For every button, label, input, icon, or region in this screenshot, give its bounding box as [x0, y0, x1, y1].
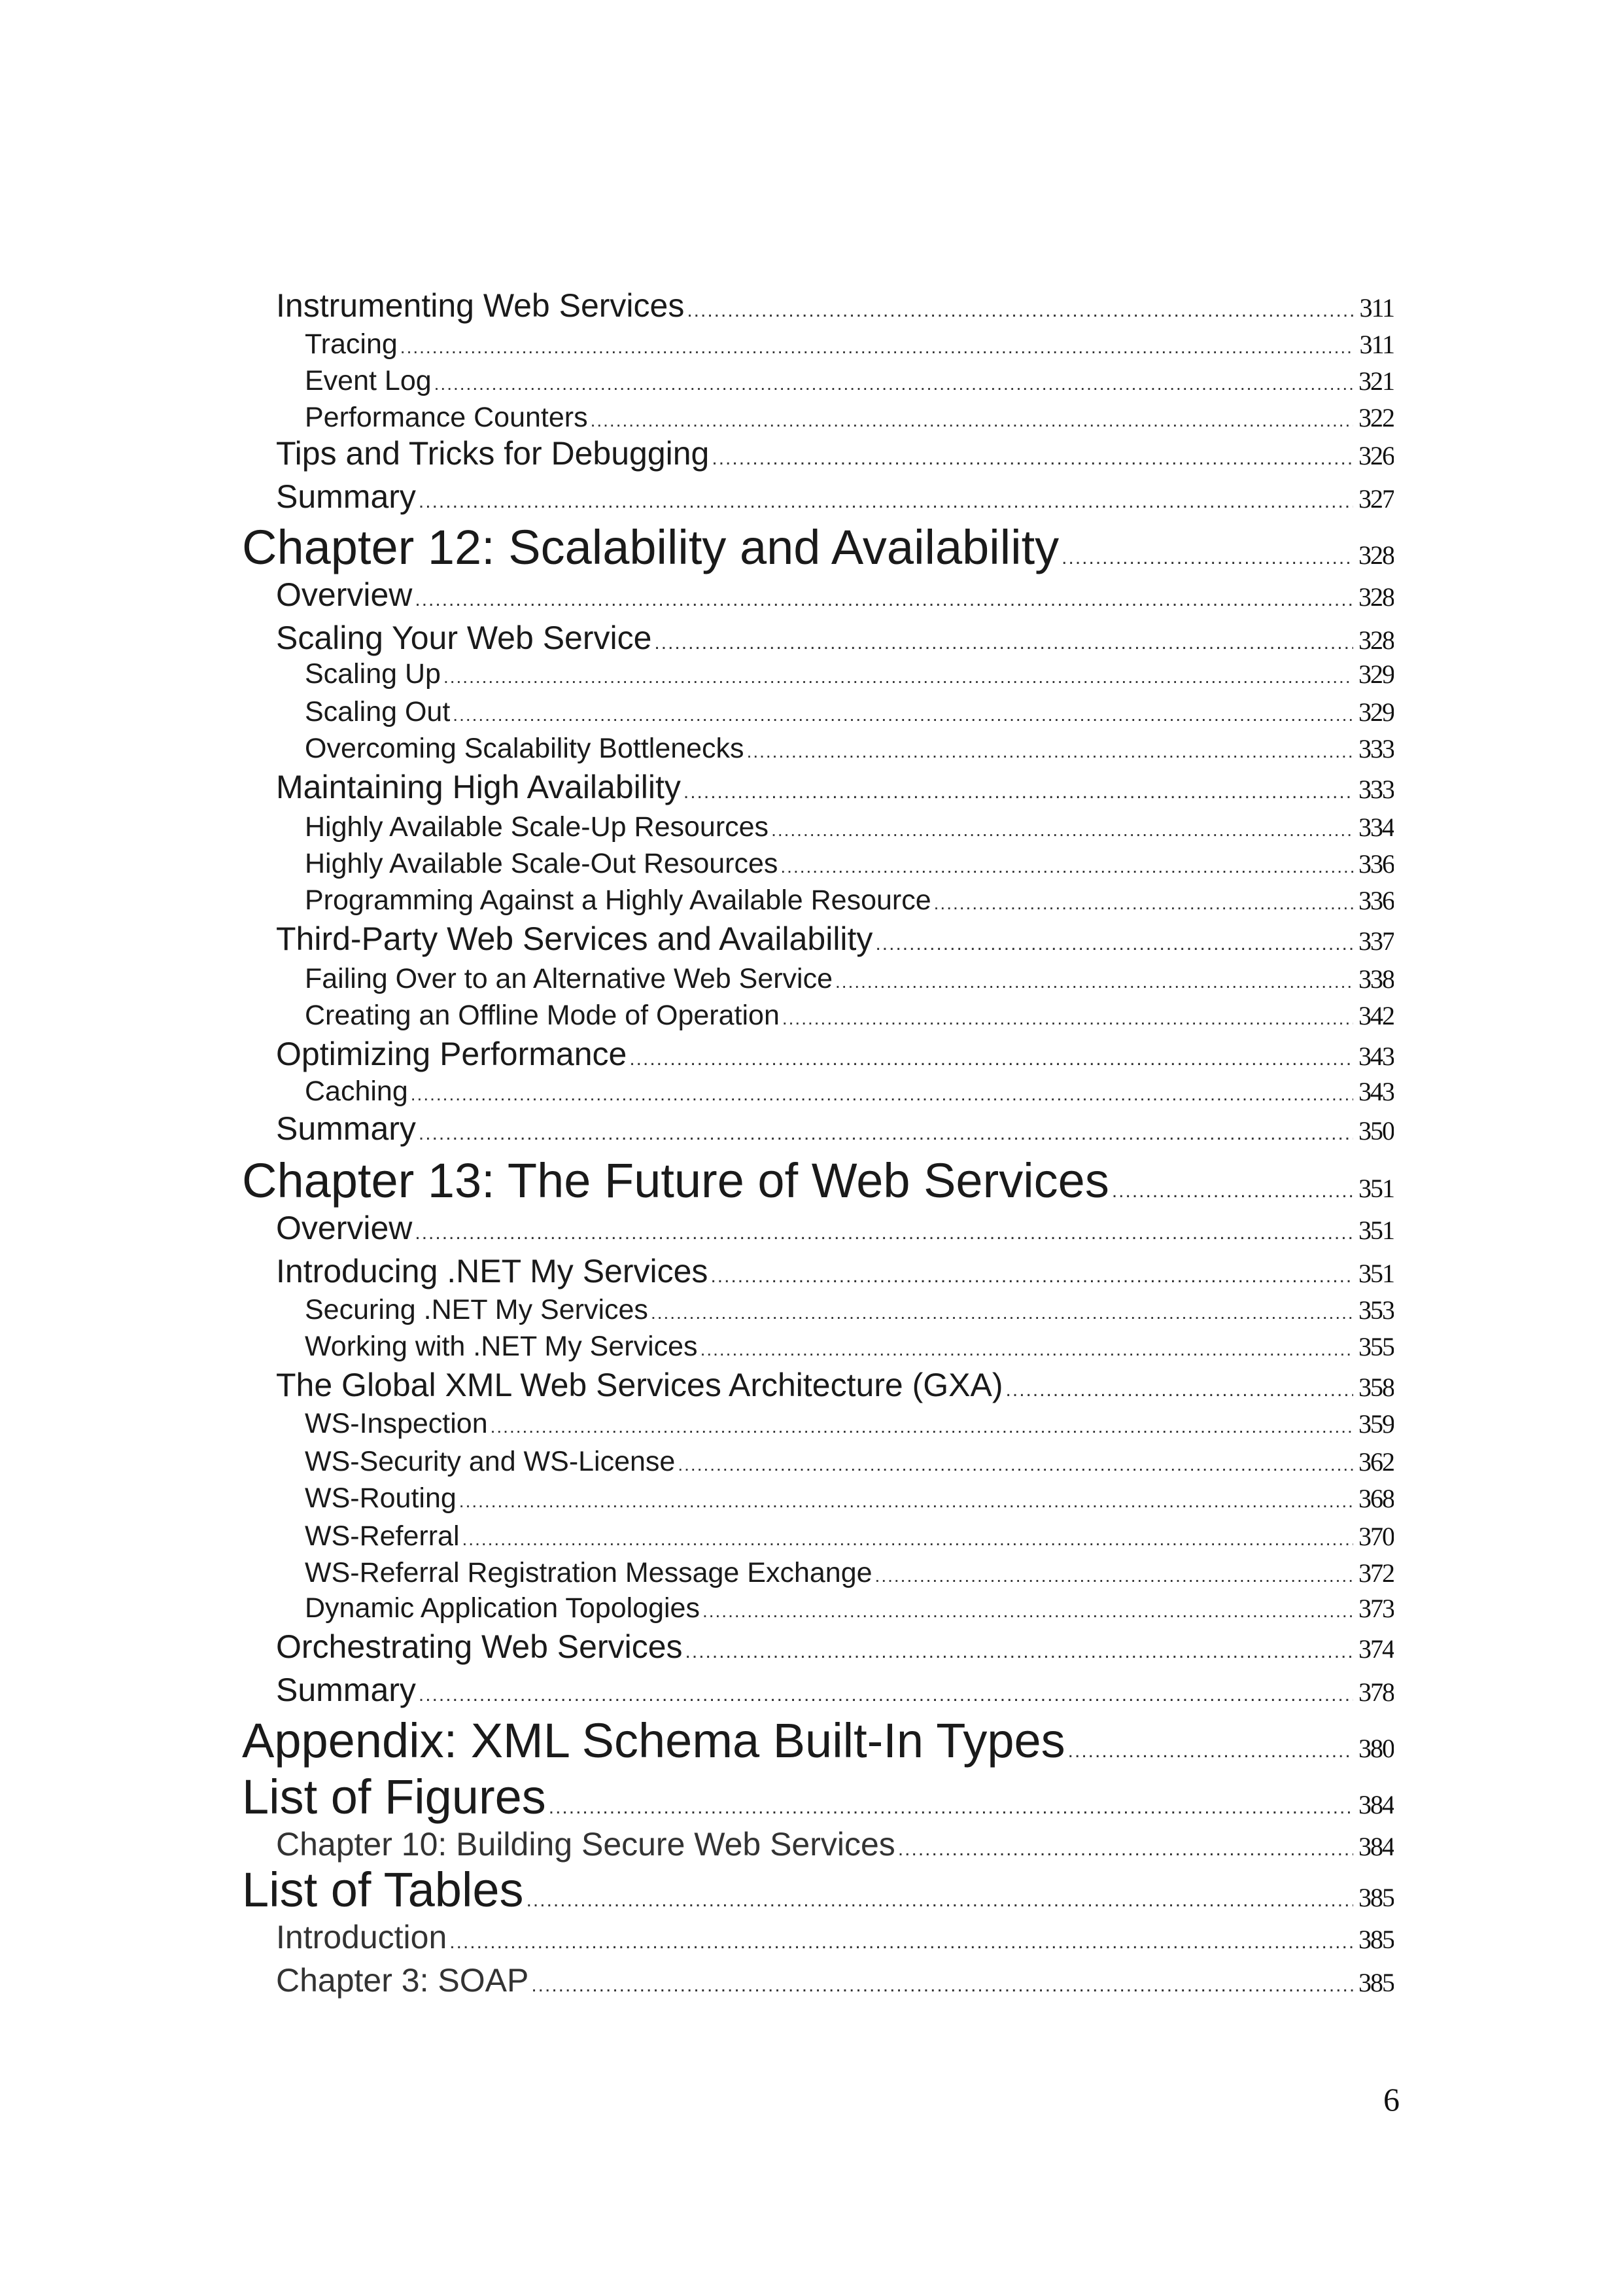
toc-entry-page: 380: [1358, 1734, 1394, 1763]
toc-entry-page: 362: [1358, 1447, 1394, 1477]
toc-entry-title: Dynamic Application Topologies: [305, 1592, 700, 1624]
toc-entry: [276, 1110, 1394, 1150]
toc-entry-page: 328: [1358, 625, 1394, 655]
toc-entry: [276, 1961, 1394, 2002]
toc-entry: [276, 1035, 1394, 1076]
leader-dots: [459, 1491, 1353, 1512]
toc-entry-page: 336: [1358, 886, 1394, 915]
toc-entry-page: 355: [1358, 1332, 1394, 1361]
toc-entry: [276, 478, 1394, 518]
toc-entry-title: Introducing .NET My Services: [276, 1253, 708, 1289]
toc-entry-title: Highly Available Scale-Up Resources: [305, 811, 769, 843]
toc-entry: [305, 885, 1394, 920]
toc-entry-page: 353: [1358, 1295, 1394, 1325]
toc-entry: [305, 963, 1394, 998]
leader-dots: [1062, 547, 1353, 569]
toc-entry-title: Caching: [305, 1076, 408, 1107]
toc-entry: [276, 1366, 1394, 1407]
toc-entry: [276, 1825, 1394, 1866]
toc-entry: [276, 619, 1394, 659]
toc-entry: [305, 1520, 1394, 1556]
toc-entry-title: Tracing: [305, 328, 398, 360]
toc-entry-page: 327: [1358, 484, 1394, 514]
toc-entry: [276, 434, 1394, 475]
toc-entry-page: 343: [1358, 1042, 1394, 1071]
leader-dots: [453, 705, 1353, 726]
toc-entry: [276, 1628, 1394, 1668]
toc-entry: [276, 287, 1394, 327]
toc-entry-page: 368: [1358, 1484, 1394, 1513]
toc-chapter: [242, 1713, 1394, 1772]
toc-entry-page: 385: [1358, 1968, 1394, 1997]
toc-entry-page: 351: [1358, 1174, 1394, 1203]
leader-dots: [443, 667, 1353, 688]
toc-entry: [305, 848, 1394, 883]
toc-entry-title: Third-Party Web Services and Availability: [276, 920, 873, 957]
toc-entry-page: 342: [1358, 1001, 1394, 1030]
toc-entry-page: 350: [1358, 1116, 1394, 1146]
toc-entry: [305, 328, 1394, 364]
toc-entry-title: Performance Counters: [305, 402, 588, 433]
toc-entry: [305, 1557, 1394, 1592]
toc-entry-title: Programming Against a Highly Available Resource: [305, 885, 931, 916]
leader-dots: [419, 1123, 1353, 1145]
toc-entry: [276, 1209, 1394, 1250]
leader-dots: [875, 933, 1353, 955]
leader-dots: [1112, 1180, 1353, 1202]
toc-entry-page: 384: [1358, 1790, 1394, 1819]
toc-entry-page: 358: [1358, 1373, 1394, 1402]
toc-entry: [276, 768, 1394, 809]
leader-dots: [835, 972, 1353, 992]
leader-dots: [527, 1889, 1353, 1912]
leader-dots: [712, 447, 1353, 470]
toc-entry-title: WS-Referral Registration Message Exchange: [305, 1557, 872, 1588]
toc-chapter-title: List of Figures: [242, 1770, 546, 1824]
toc-entry-page: 329: [1358, 659, 1394, 689]
toc-entry-page: 351: [1358, 1216, 1394, 1245]
leader-dots: [629, 1048, 1353, 1070]
toc-entry-page: 333: [1358, 734, 1394, 763]
leader-dots: [400, 337, 1355, 358]
toc-entry-title: Optimizing Performance: [276, 1036, 627, 1072]
toc-entry-title: WS-Referral: [305, 1520, 460, 1552]
leader-dots: [491, 1416, 1353, 1437]
leader-dots: [934, 893, 1353, 914]
toc-entry-page: 311: [1359, 330, 1394, 359]
leader-dots: [898, 1838, 1353, 1861]
toc-chapter-title: List of Tables: [242, 1863, 524, 1917]
leader-dots: [419, 1684, 1353, 1706]
toc-entry-page: 321: [1358, 366, 1394, 396]
toc-entry-page: 374: [1358, 1634, 1394, 1664]
toc-entry-title: Securing .NET My Services: [305, 1294, 648, 1325]
leader-dots: [411, 1084, 1353, 1105]
leader-dots: [685, 1641, 1353, 1663]
page-number: 6: [1383, 2081, 1400, 2118]
leader-dots: [747, 741, 1353, 762]
leader-dots: [710, 1265, 1353, 1288]
toc-entry: [276, 576, 1394, 616]
toc-entry-title: WS-Routing: [305, 1482, 457, 1514]
toc-entry: [305, 696, 1394, 731]
toc-entry-page: 329: [1358, 697, 1394, 727]
toc-entry-title: Scaling Up: [305, 658, 441, 690]
toc-entry-title: Working with .NET My Services: [305, 1331, 698, 1362]
toc-entry-page: 328: [1358, 540, 1394, 570]
toc-entry-page: 337: [1358, 926, 1394, 956]
toc-entry: [276, 1671, 1394, 1711]
toc-entry-title: Instrumenting Web Services: [276, 287, 685, 324]
leader-dots: [683, 781, 1353, 803]
toc-entry-page: 384: [1358, 1832, 1394, 1861]
toc-entry: [305, 1446, 1394, 1481]
leader-dots: [780, 856, 1353, 877]
toc-entry-page: 351: [1358, 1259, 1394, 1288]
toc-entry: [305, 658, 1394, 693]
toc-chapter: [242, 1862, 1394, 1921]
toc-entry: [305, 1000, 1394, 1035]
leader-dots: [702, 1601, 1353, 1622]
toc-entry-title: Overview: [276, 1210, 413, 1246]
toc-entry-title: Failing Over to an Alternative Web Service: [305, 963, 833, 994]
toc-entry-title: WS-Inspection: [305, 1408, 488, 1439]
toc-entry-page: 334: [1358, 813, 1394, 842]
leader-dots: [700, 1339, 1353, 1360]
toc-entry: [305, 402, 1394, 437]
toc-entry-title: Highly Available Scale-Out Resources: [305, 848, 778, 879]
toc-entry-page: 359: [1358, 1409, 1394, 1439]
toc-entry-title: Event Log: [305, 365, 432, 396]
leader-dots: [415, 589, 1353, 611]
toc-entry: [305, 733, 1394, 768]
toc-entry-title: Summary: [276, 1110, 416, 1147]
toc-entry-title: Maintaining High Availability: [276, 769, 681, 805]
toc-entry-page: 336: [1358, 849, 1394, 879]
toc-entry-page: 378: [1358, 1677, 1394, 1707]
leader-dots: [462, 1529, 1353, 1550]
toc-entry-title: Scaling Out: [305, 696, 451, 727]
toc-entry-page: 322: [1358, 403, 1394, 432]
leader-dots: [875, 1566, 1353, 1586]
leader-dots: [419, 491, 1353, 513]
toc-entry-page: 328: [1358, 582, 1394, 612]
leader-dots: [449, 1931, 1353, 1953]
toc-chapter-title: Appendix: XML Schema Built-In Types: [242, 1713, 1065, 1768]
toc-chapter-title: Chapter 12: Scalability and Availability: [242, 520, 1060, 574]
toc-entry: [305, 811, 1394, 847]
leader-dots: [782, 1008, 1353, 1029]
toc-entry-page: 370: [1358, 1522, 1394, 1551]
toc-entry: [305, 1408, 1394, 1443]
toc-chapter: [242, 1153, 1394, 1212]
leader-dots: [1006, 1379, 1353, 1401]
toc-entry-page: 372: [1358, 1558, 1394, 1588]
leader-dots: [771, 820, 1353, 841]
toc-entry: [305, 1331, 1394, 1366]
leader-dots: [531, 1974, 1353, 1997]
toc-entry: [276, 1252, 1394, 1293]
toc-entry-title: Tips and Tricks for Debugging: [276, 435, 710, 472]
toc-entry-title: Scaling Your Web Service: [276, 620, 652, 656]
toc-entry-page: 385: [1358, 1925, 1394, 1954]
toc-entry-page: 311: [1359, 293, 1394, 323]
toc-entry-title: Overcoming Scalability Bottlenecks: [305, 733, 744, 764]
toc-entry: [305, 365, 1394, 400]
toc-chapter: [242, 1769, 1394, 1828]
toc-chapter-title: Chapter 13: The Future of Web Services: [242, 1153, 1109, 1208]
toc-entry: [276, 920, 1394, 960]
toc-chapter: [242, 519, 1394, 578]
toc-entry-page: 333: [1358, 775, 1394, 804]
toc-entry-title: Overview: [276, 576, 413, 613]
leader-dots: [687, 300, 1354, 322]
leader-dots: [415, 1222, 1353, 1244]
toc-entry-title: Chapter 10: Building Secure Web Services: [276, 1826, 895, 1863]
toc-entry: [305, 1482, 1394, 1518]
toc-entry-title: Orchestrating Web Services: [276, 1628, 683, 1665]
leader-dots: [678, 1454, 1353, 1475]
leader-dots: [654, 632, 1353, 654]
toc-entry-title: WS-Security and WS-License: [305, 1446, 676, 1477]
toc-entry-title: Chapter 3: SOAP: [276, 1962, 529, 1999]
toc-entry-page: 373: [1358, 1594, 1394, 1623]
leader-dots: [434, 374, 1353, 394]
toc-entry-page: 385: [1358, 1883, 1394, 1912]
toc-entry-title: The Global XML Web Services Architecture (GXA): [276, 1367, 1003, 1403]
toc-entry: [305, 1076, 1394, 1111]
leader-dots: [651, 1303, 1353, 1323]
toc-entry: [276, 1918, 1394, 1959]
toc-entry-title: Summary: [276, 478, 416, 515]
toc-entry-page: 343: [1358, 1077, 1394, 1106]
toc-entry: [305, 1294, 1394, 1329]
toc-entry: [305, 1592, 1394, 1628]
toc-entry-page: 326: [1358, 441, 1394, 470]
leader-dots: [591, 410, 1353, 431]
toc-entry-title: Introduction: [276, 1919, 447, 1955]
toc-entry-page: 338: [1358, 964, 1394, 994]
leader-dots: [1068, 1740, 1353, 1762]
toc-entry-title: Creating an Offline Mode of Operation: [305, 1000, 780, 1031]
toc-entry-title: Summary: [276, 1672, 416, 1708]
leader-dots: [549, 1796, 1353, 1819]
